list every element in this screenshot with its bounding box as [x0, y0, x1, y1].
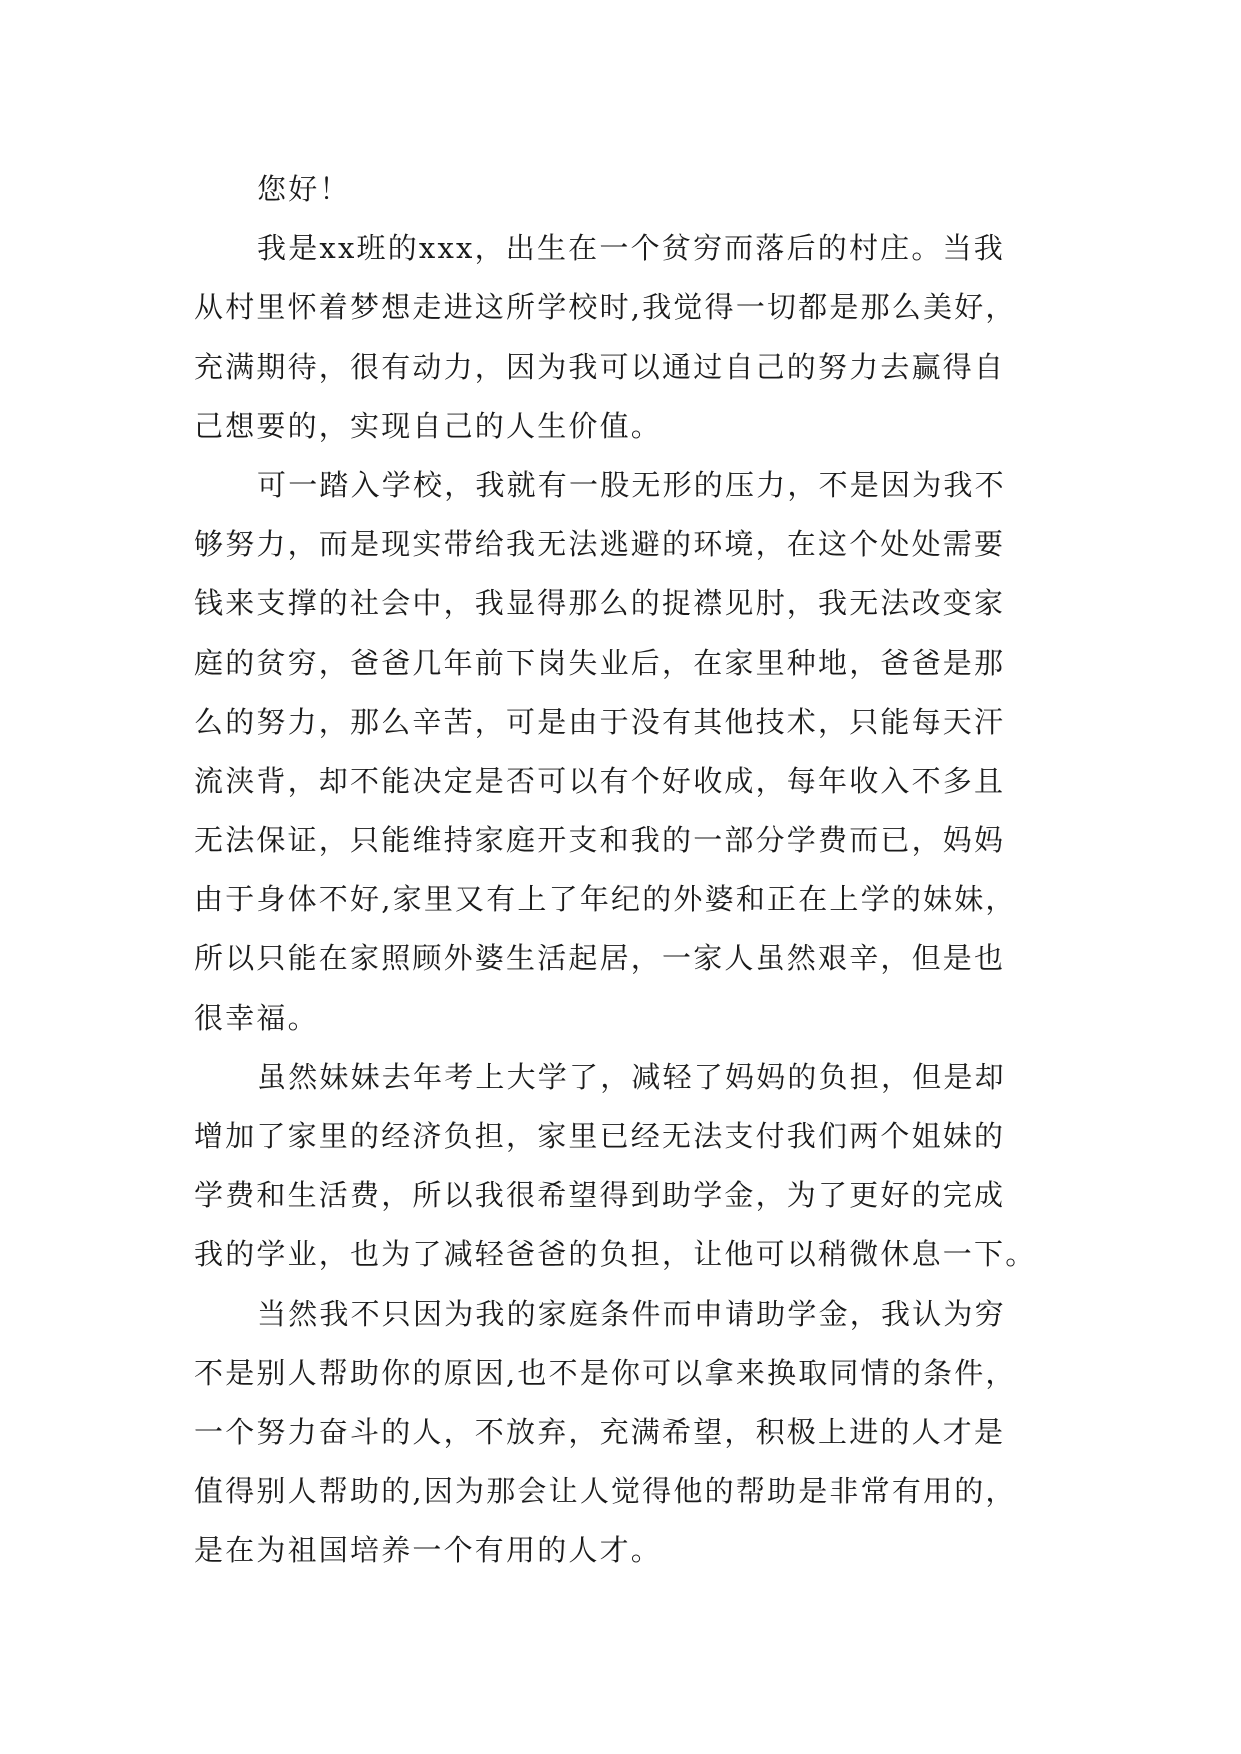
text-line: 庭的贫穷，爸爸几年前下岗失业后，在家里种地，爸爸是那	[194, 645, 1006, 680]
text-line: 够努力，而是现实带给我无法逃避的环境，在这个处处需要	[194, 527, 1006, 562]
text-line: 增加了家里的经济负担，家里已经无法支付我们两个姐妹的	[194, 1119, 1006, 1153]
text-line: 很幸福。	[194, 1000, 319, 1035]
text-line: 值得别人帮助的,因为那会让人觉得他的帮助是非常有用的，	[194, 1474, 1017, 1509]
paragraph-first-line: 我是xx班的xxx，出生在一个贫穷而落后的村庄。当我	[257, 231, 1005, 266]
paragraph-first-line: 当然我不只因为我的家庭条件而申请助学金，我认为穷	[257, 1296, 1006, 1331]
text-line: 不是别人帮助你的原因,也不是你可以拿来换取同情的条件，	[194, 1355, 1017, 1390]
text-line: 学费和生活费，所以我很希望得到助学金，为了更好的完成	[194, 1178, 1006, 1213]
paragraph-first-line: 虽然妹妹去年考上大学了，减轻了妈妈的负担，但是却	[257, 1059, 1006, 1094]
text-line: 流浃背，却不能决定是否可以有个好收成，每年收入不多且	[194, 763, 1006, 798]
text-line: 从村里怀着梦想走进这所学校时,我觉得一切都是那么美好，	[194, 290, 1017, 325]
text-line: 所以只能在家照顾外婆生活起居，一家人虽然艰辛，但是也	[194, 941, 1006, 976]
text-line: 我的学业，也为了减轻爸爸的负担，让他可以稍微休息一下。	[194, 1237, 1037, 1272]
text-line: 由于身体不好,家里又有上了年纪的外婆和正在上学的妹妹，	[194, 882, 1017, 917]
paragraph-first-line: 可一踏入学校，我就有一股无形的压力，不是因为我不	[257, 467, 1006, 502]
text-line: 是在为祖国培养一个有用的人才。	[194, 1533, 663, 1568]
text-line: 钱来支撑的社会中，我显得那么的捉襟见肘，我无法改变家	[194, 586, 1006, 621]
text-line: 无法保证，只能维持家庭开支和我的一部分学费而已，妈妈	[194, 823, 1006, 858]
letter-body	[194, 160, 1054, 1581]
paragraph-first-line: 您好！	[257, 172, 351, 206]
text-line: 己想要的，实现自己的人生价值。	[194, 408, 663, 443]
text-line: 一个努力奋斗的人，不放弃，充满希望，积极上进的人才是	[194, 1414, 1006, 1449]
text-line: 充满期待，很有动力，因为我可以通过自己的努力去赢得自	[194, 349, 1006, 384]
text-line: 么的努力，那么辛苦，可是由于没有其他技术，只能每天汗	[194, 704, 1006, 739]
